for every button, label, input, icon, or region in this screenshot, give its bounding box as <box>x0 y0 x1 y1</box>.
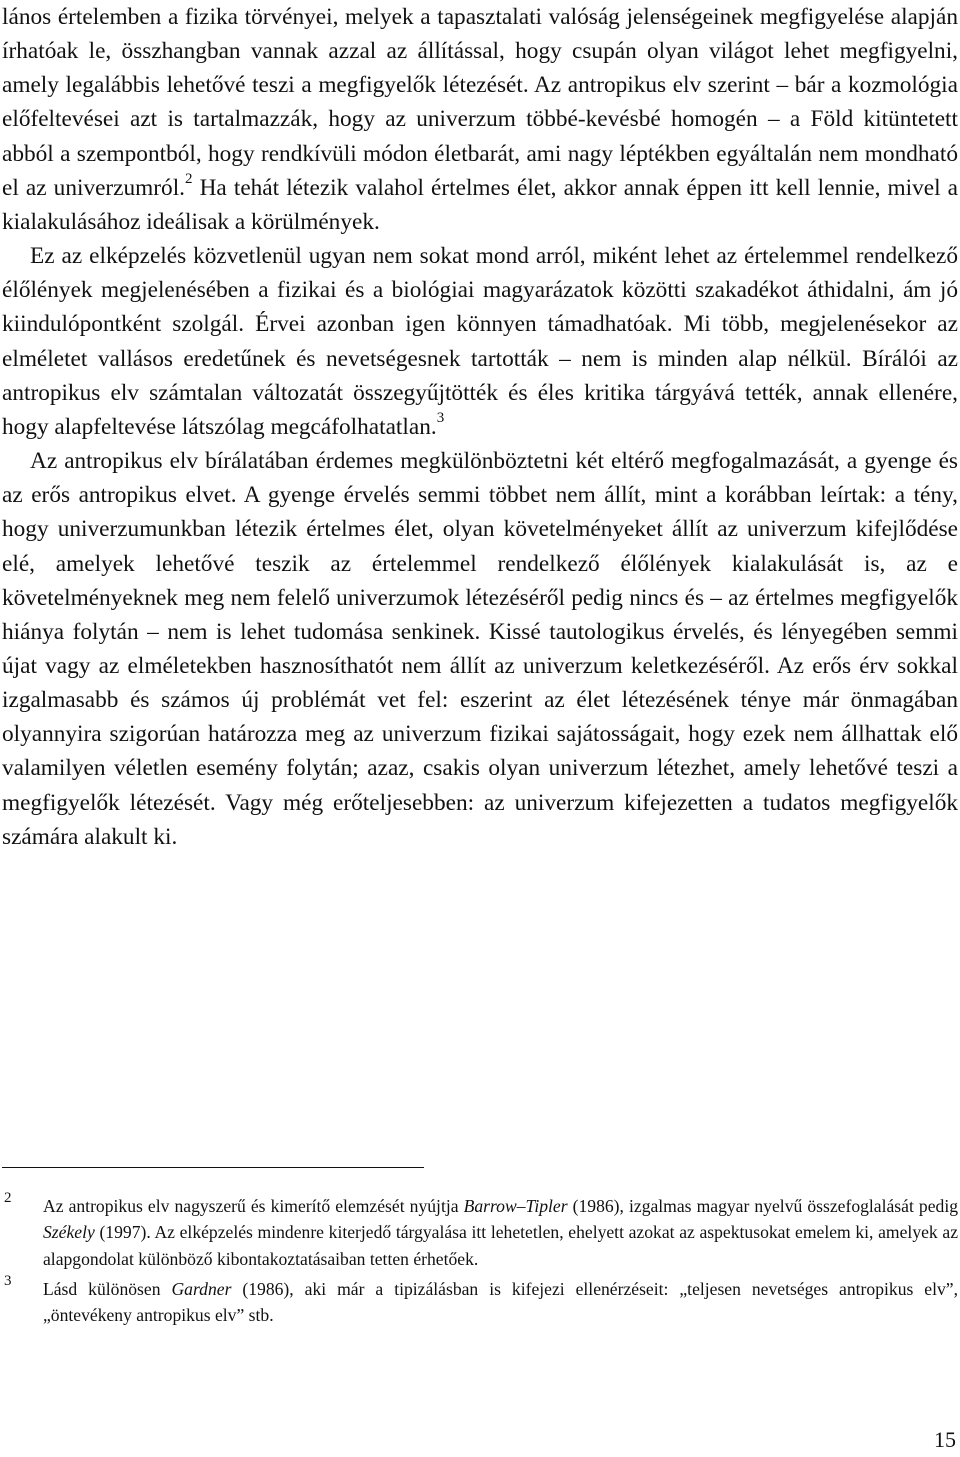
paragraph <box>2 444 958 854</box>
footnote-number: 2 <box>4 1190 12 1206</box>
text-run: Az antropikus elv nagyszerű és kimerítő elemzését nyújtja <box>43 1196 464 1216</box>
text-run: Ez az elképzelés közvetlenül ugyan nem sokat mond arról, miként lehet az értelemmel rendelkező élőlények megjelenésében a fizikai és a biológiai magyarázatok közötti szakadékot áthidalni, ám jó kiindulópontként szolgál. Érvei azonban igen könnyen támadhatóak. Mi több, megjelenésekor az elméletet vallásos eredetűnek és nevetségesnek tartották – nem is minden alap nélkül. Bírálói az antropikus elv számtalan változatát összegyűjtötték és éles kritika tárgyává tették, annak ellenére, hogy alapfeltevése látszólag megcáfolhatatlan. <box>2 243 958 440</box>
paragraph <box>2 239 958 444</box>
body-text <box>2 0 958 854</box>
footnotes <box>2 1190 958 1332</box>
footnote-text <box>43 1279 958 1325</box>
text-run: (1986), aki már a tipizálásban is kifejezi ellenérzéseit: „teljesen nevetséges antropikus elv”, „öntevékeny antropikus elv” stb. <box>43 1278 958 1326</box>
footnote-reference: 3 <box>436 410 445 427</box>
footnote <box>2 1272 958 1329</box>
cited-author: Székely <box>43 1222 95 1243</box>
text-run: (1986), izgalmas magyar nyelvű összefoglalását pedig <box>567 1196 958 1216</box>
footnote-separator <box>2 1167 424 1168</box>
footnote-reference: 2 <box>185 171 193 188</box>
footnote-text <box>43 1196 958 1269</box>
page-number: 15 <box>934 1427 956 1452</box>
text-run: Az antropikus elv bírálatában érdemes megkülönböztetni két eltérő megfogalmazását, a gyenge és az erős antropikus elvet. A gyenge érvelés semmi többet nem állít, mint a korábban leírtak: a tény, hogy univerzumunkban létezik értelmes élet, olyan követelményeket állít az univerzum kifejlődése elé, amelyek lehetővé teszik az értelemmel rendelkező élőlények kialakulását is, az e követelményeknek meg nem felelő univerzumok létezéséről pedig nincs és – az értelmes megfigyelők hiánya folytán – nem is lehet tudomása senkinek. Kissé tautologikus érvelés, és lényegében semmi újat vagy az elméletekben hasznosíthatót nem állít az univerzum keletkezéséről. Az erős érv sokkal izgalmasabb és számos új problémát vet fel: eszerint az élet létezésének ténye már önmagában olyannyira szigorúan határozza meg az univerzum fizikai sajátosságait, hogy ezek nem állhattak elő valamilyen véletlen esemény folytán; azaz, csakis olyan univerzum létezhet, amely lehetővé teszi a megfigyelők létezését. Vagy még erőteljesebben: az univerzum kifejezetten a tudatos megfigyelők számára alakult ki. <box>2 448 958 850</box>
cited-author: Barrow–Tipler <box>463 1196 568 1216</box>
text-run: Ha tehát létezik valahol értelmes élet, akkor annak éppen itt kell lennie, mivel a kialakulásához ideálisak a körülmények. <box>2 174 958 235</box>
paragraph <box>2 0 958 239</box>
footnote-number: 3 <box>4 1272 12 1289</box>
footnote <box>2 1190 958 1272</box>
text-run: Lásd különösen <box>43 1278 172 1299</box>
text-run: (1997). Az elképzelés mindenre kiterjedő tárgyalása itt lehetetlen, ehelyett azokat az aspektusokat emelem ki, amelyek az alapgondolat különböző kibontakoztatásaiban tetten érhetőek. <box>43 1222 958 1269</box>
cited-author: Gardner <box>171 1278 232 1299</box>
text-run: lános értelemben a fizika törvényei, melyek a tapasztalati valóság jelenségeinek megfigyelése alapján írhatóak le, összhangban vannak azzal az állítással, hogy csupán olyan világot lehet megfigyelni, amely legalábbis lehetővé teszi a megfigyelők létezését. Az antropikus elv szerint – bár a kozmológia előfeltevései azt is tartalmazzák, hogy az univerzum többé-kevésbé homogén – a Föld kitüntetett abból a szempontból, hogy rendkívüli módon életbarát, ami nagy léptékben egyáltalán nem mondható el az univerzumról. <box>2 4 958 201</box>
